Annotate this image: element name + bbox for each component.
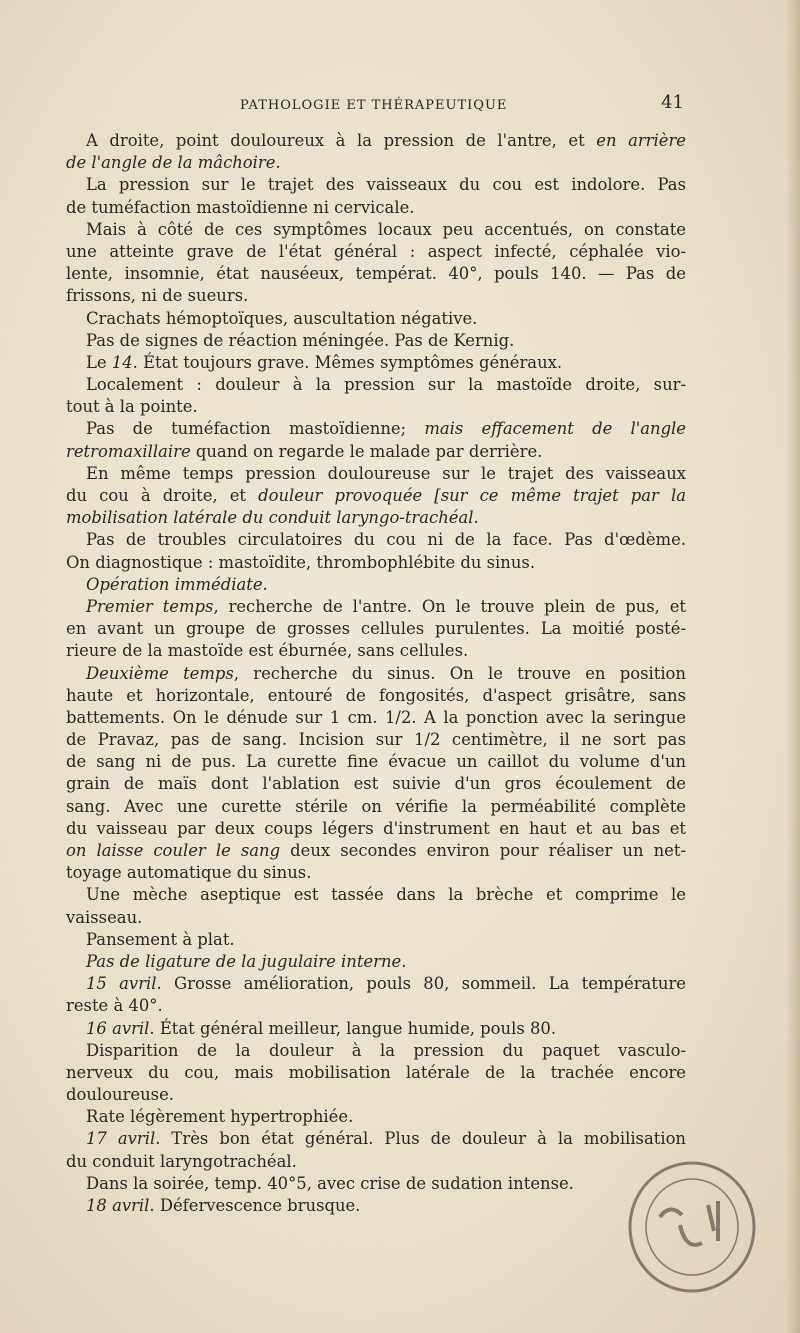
- text-segment: en avant un groupe de grosses cellules purulentes. La moitié posté-: [66, 619, 686, 639]
- page-edge-shadow: [786, 0, 800, 1333]
- text-line: [66, 197, 686, 219]
- text-segment: Rate légèrement hypertrophiée.: [86, 1107, 354, 1127]
- italic-text: 16 avril: [86, 1018, 150, 1038]
- text-segment: de tuméfaction mastoïdienne ni cervicale.: [66, 197, 415, 217]
- text-line: [66, 1195, 686, 1217]
- text-line: [66, 529, 686, 551]
- text-segment: grain de maïs dont l'ablation est suivie d'un gros écoulement de: [66, 774, 686, 794]
- text-line: [66, 707, 686, 729]
- text-line: [66, 973, 686, 995]
- text-segment: reste à 40°.: [66, 996, 163, 1016]
- stamp-outer-ring: [630, 1163, 754, 1291]
- text-segment: Pas de troubles circulatoires du cou ni de la face. Pas d'œdème.: [86, 530, 686, 550]
- text-segment: Mais à côté de ces symptômes locaux peu accentués, on constate: [86, 219, 686, 239]
- stamp-monogram: [660, 1201, 718, 1245]
- text-line: [66, 174, 686, 196]
- text-line: [66, 130, 686, 152]
- text-line: [66, 330, 686, 352]
- text-line: [66, 995, 686, 1017]
- text-line: [66, 352, 686, 374]
- text-segment: A droite, point douloureux à la pression de l'antre, et: [86, 131, 597, 150]
- text-segment: de sang ni de pus. La curette fine évacue un caillot du volume d'un: [66, 752, 686, 772]
- stamp-inner-ring: [646, 1179, 738, 1275]
- text-line: [66, 485, 686, 507]
- text-line: [66, 263, 686, 285]
- text-segment: Crachats hémoptoïques, auscultation négative.: [86, 308, 478, 328]
- italic-text: retromaxillaire: [66, 441, 191, 461]
- text-line: [66, 929, 686, 951]
- text-line: [66, 374, 686, 396]
- text-segment: En même temps pression douloureuse sur le trajet des vaisseaux: [86, 463, 686, 483]
- text-segment: haute et horizontale, entouré de fongosités, d'aspect grisâtre, sans: [66, 685, 686, 705]
- text-segment: , recherche de l'antre. On le trouve plein de pus, et: [213, 596, 686, 616]
- page-number: 41: [661, 92, 684, 113]
- text-segment: deux secondes environ pour réaliser un net-: [280, 841, 686, 860]
- italic-text: mais effacement de l'angle: [424, 419, 687, 439]
- text-line: [66, 441, 686, 463]
- italic-text: 14: [111, 352, 133, 372]
- text-segment: . Défervescence brusque.: [149, 1196, 361, 1215]
- text-line: [66, 840, 686, 862]
- italic-text: on laisse couler le sang: [66, 841, 281, 860]
- italic-text: Pas de ligature de la jugulaire interne.: [86, 951, 407, 971]
- text-line: [66, 862, 686, 884]
- text-segment: On diagnostique : mastoïdite, thrombophlébite du sinus.: [66, 552, 536, 572]
- text-segment: . État toujours grave. Mêmes symptômes généraux.: [132, 352, 563, 372]
- italic-text: Opération immédiate.: [86, 574, 268, 594]
- text-line: [66, 1128, 686, 1150]
- text-line: [66, 241, 686, 263]
- text-line: [66, 552, 686, 574]
- text-line: [66, 951, 686, 973]
- text-segment: . Très bon état général. Plus de douleur à la mobilisation: [155, 1129, 686, 1149]
- text-segment: Disparition de la douleur à la pression du paquet vasculo-: [86, 1040, 686, 1060]
- text-line: [66, 796, 686, 818]
- text-line: [66, 1062, 686, 1084]
- text-line: [66, 884, 686, 906]
- text-segment: de Pravaz, pas de sang. Incision sur 1/2 centimètre, il ne sort pas: [66, 730, 686, 750]
- text-line: [66, 418, 686, 440]
- text-segment: La pression sur le trajet des vaisseaux du cou est indolore. Pas: [86, 175, 686, 195]
- text-line: [66, 640, 686, 662]
- text-segment: Pas de signes de réaction méningée. Pas de Kernig.: [86, 330, 515, 350]
- text-line: [66, 1151, 686, 1173]
- text-line: [66, 751, 686, 773]
- text-line: [66, 1018, 686, 1040]
- text-segment: sang. Avec une curette stérile on vérifie la perméabilité complète: [66, 796, 686, 816]
- italic-text: 17 avril: [86, 1129, 156, 1149]
- body-text: [66, 130, 686, 1217]
- library-stamp: [620, 1155, 770, 1305]
- text-line: [66, 1040, 686, 1062]
- italic-text: mobilisation latérale du conduit laryngo-trachéal.: [66, 508, 479, 528]
- text-segment: Pas de tuméfaction mastoïdienne;: [86, 419, 425, 439]
- text-line: [66, 1084, 686, 1106]
- text-segment: Pansement à plat.: [86, 929, 235, 949]
- text-segment: du conduit laryngotrachéal.: [66, 1151, 297, 1171]
- italic-text: Deuxième temps: [86, 663, 234, 683]
- text-segment: vaisseau.: [66, 907, 143, 927]
- running-head: PATHOLOGIE ET THÉRAPEUTIQUE: [240, 98, 508, 113]
- text-segment: , recherche du sinus. On le trouve en position: [233, 663, 686, 683]
- text-segment: frissons, ni de sueurs.: [66, 286, 249, 306]
- text-segment: lente, insomnie, état nauséeux, températ. 40°, pouls 140. — Pas de: [66, 264, 686, 284]
- text-line: [66, 729, 686, 751]
- text-segment: Une mèche aseptique est tassée dans la brèche et comprime le: [86, 885, 686, 905]
- text-segment: quand on regarde le malade par derrière.: [190, 441, 543, 461]
- text-segment: toyage automatique du sinus.: [66, 863, 312, 883]
- text-segment: une atteinte grave de l'état général : aspect infecté, céphalée vio-: [66, 241, 686, 261]
- page-header: [88, 92, 684, 116]
- italic-text: 18 avril: [86, 1196, 150, 1215]
- text-line: [66, 396, 686, 418]
- text-segment: Le: [86, 352, 112, 372]
- text-line: [66, 618, 686, 640]
- text-line: [66, 308, 686, 330]
- text-segment: . État général meilleur, langue humide, pouls 80.: [149, 1018, 557, 1038]
- italic-text: douleur provoquée [sur ce même trajet par la: [258, 486, 687, 505]
- text-segment: douloureuse.: [66, 1085, 174, 1105]
- text-segment: du cou à droite, et: [66, 486, 259, 505]
- text-segment: Localement : douleur à la pression sur la mastoïde droite, sur-: [86, 375, 686, 395]
- text-line: [66, 285, 686, 307]
- italic-text: en arrière: [596, 131, 686, 150]
- text-line: [66, 574, 686, 596]
- text-line: [66, 219, 686, 241]
- text-line: [66, 773, 686, 795]
- text-line: [66, 818, 686, 840]
- italic-text: de l'angle de la mâchoire.: [66, 153, 281, 173]
- text-segment: nerveux du cou, mais mobilisation latérale de la trachée encore: [66, 1062, 686, 1082]
- text-line: [66, 1106, 686, 1128]
- italic-text: 15 avril: [86, 974, 157, 994]
- text-segment: . Grosse amélioration, pouls 80, sommeil. La température: [156, 974, 686, 994]
- text-line: [66, 685, 686, 707]
- text-segment: Dans la soirée, temp. 40°5, avec crise de sudation intense.: [86, 1173, 574, 1193]
- text-line: [66, 463, 686, 485]
- text-segment: battements. On le dénude sur 1 cm. 1/2. A la ponction avec la seringue: [66, 707, 686, 727]
- text-line: [66, 663, 686, 685]
- text-segment: rieure de la mastoïde est éburnée, sans cellules.: [66, 641, 469, 661]
- text-segment: du vaisseau par deux coups légers d'instrument en haut et au bas et: [66, 818, 686, 838]
- text-line: [66, 507, 686, 529]
- text-line: [66, 907, 686, 929]
- text-segment: tout à la pointe.: [66, 397, 198, 417]
- text-line: [66, 596, 686, 618]
- text-line: [66, 152, 686, 174]
- italic-text: Premier temps: [86, 596, 214, 616]
- text-line: [66, 1173, 686, 1195]
